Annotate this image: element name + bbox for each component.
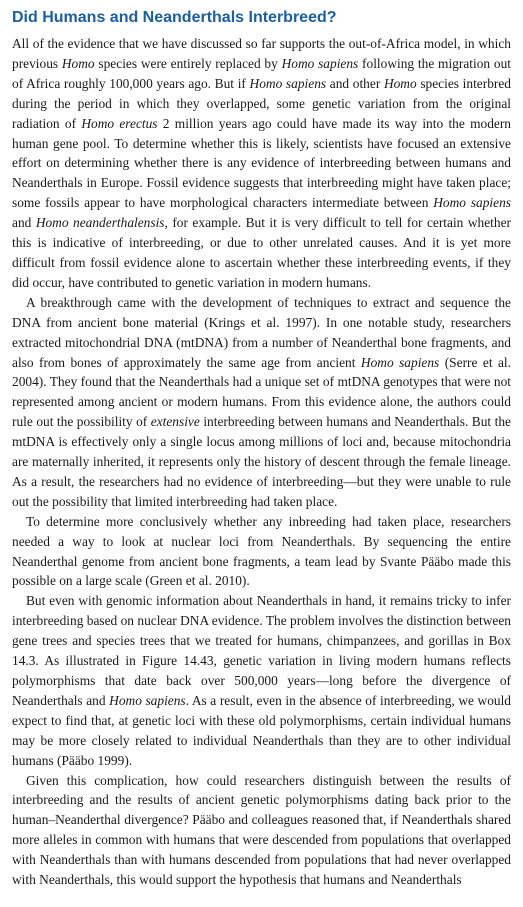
italic-term: Homo sapiens (360, 354, 440, 370)
text-run: All of the evidence that we have discussed so far supports the out-of-Africa model, in which previous (12, 36, 511, 71)
italic-term: Homo sapiens (433, 195, 511, 211)
text-run: Given this complication, how could researchers distinguish between the results of interbreeding and the results of ancient genetic polymorphisms dating back prior to the human–Neanderthal divergence? Pääbo and colleagues reasoned that, if Neanderthals shared more alleles in common with humans that were descended from populations that overlapped with Neanderthals than with humans descended from populations that had never overlapped with Neanderthals, this would support the hypothesis that humans and Neanderthals (12, 772, 511, 888)
italic-term: Homo (383, 75, 417, 91)
text-run: A breakthrough came with the development of techniques to extract and sequence the DNA from ancient bone material (Krings et al. 1997). In one notable study, researchers extracted mitochondrial DNA (mtDNA) from a number of Neanderthal bone fragments, and also from bones of approximately the same age from ancient (12, 294, 511, 370)
text-run: , for example. But it is very difficult to tell for certain whether this is indicative of interbreeding, or due to other unrelated causes. And it is yet more difficult from fossil evidence alone to ascertain whether these interbreeding events, if they did occur, have contributed to genetic variation in modern humans. (12, 215, 511, 290)
text-run: following the migration out of Africa roughly 100,000 years ago. But if (12, 55, 511, 91)
italic-term: extensive (150, 414, 200, 430)
text-run: (Serre et al. 2004). They found that the Neanderthals had a unique set of mtDNA genotypes that were not represented among ancient or modern humans. From this evidence alone, the authors could rule out the possibility of (12, 354, 511, 430)
section-heading: Did Humans and Neanderthals Interbreed? (12, 9, 337, 26)
text-run: species were entirely replaced by (94, 55, 282, 71)
paragraph-1 (12, 34, 511, 293)
paragraph-3 (12, 512, 511, 592)
text-run: . As a result, even in the absence of interbreeding, we would expect to find that, at genetic loci with these old polymorphisms, certain individual humans may be more closely related to individual Neanderthals than they are to other individual humans (Pääbo 1999). (12, 692, 512, 768)
italic-term: Homo sapiens (109, 692, 186, 708)
text-run: 2 million years ago could have made its way into the modern human gene pool. To determine whether this is likely, scientists have focused an extensive effort on determining whether there is any evidence of interbreeding between humans and Neanderthals in Europe. Fossil evidence suggests that interbreeding might have taken place; some fossils appear to have morphological characters intermediate between (12, 115, 511, 211)
text-run: To determine more conclusively whether any inbreeding had taken place, researchers needed a way to look at nuclear loci from Neanderthals. By sequencing the entire Neanderthal genome from ancient bone fragments, a team lead by Svante Pääbo made this possible on a large scale (Green et al. 2010). (12, 513, 511, 589)
italic-term: Homo erectus (81, 115, 158, 131)
italic-term: Homo (61, 55, 95, 71)
text-run: and (12, 215, 36, 231)
paragraph-4 (12, 591, 511, 770)
text-run: But even with genomic information about Neanderthals in hand, it remains tricky to infer interbreeding based on nuclear DNA evidence. The problem involves the distinction between gene trees and species trees that we treated for humans, chimpanzees, and gorillas in Box 14.3. As illustrated in Figure 14.43, genetic variation in living modern humans reflects polymorphisms that date back over 500,000 years—long before the divergence of Neanderthals and (12, 593, 511, 708)
text-run: species interbred during the period in which they overlapped, some genetic variation from the original radiation of (12, 75, 511, 131)
article-body (12, 34, 511, 890)
text-run: interbreeding between humans and Neanderthals. But the mtDNA is effectively only a single locus among millions of loci and, because mitochondria are maternally inherited, it represents only the history of descent through the female lineage. As a result, the researchers had no evidence of interbreeding—but they were unable to rule out the possibility that limited interbreeding had taken place. (12, 414, 511, 509)
italic-term: Homo sapiens (281, 55, 359, 71)
paragraph-2 (12, 293, 511, 512)
italic-term: Homo sapiens (249, 75, 327, 91)
paragraph-5 (12, 771, 511, 890)
text-run: and other (326, 75, 384, 91)
italic-term: Homo neanderthalensis (35, 215, 165, 231)
